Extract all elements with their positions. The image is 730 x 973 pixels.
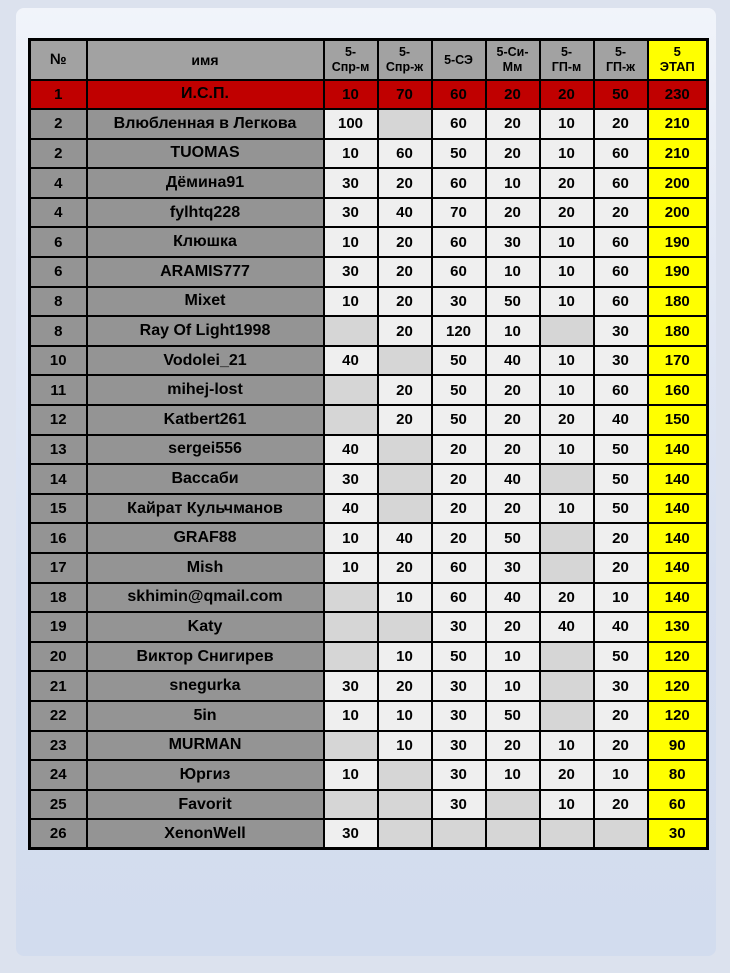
score-cell-spr-zh	[378, 612, 432, 642]
score-cell-gp-zh: 60	[594, 168, 648, 198]
score-cell-spr-m: 10	[324, 80, 378, 110]
score-cell-spr-m: 10	[324, 227, 378, 257]
stage-total-cell: 90	[648, 731, 708, 761]
score-cell-spr-m: 100	[324, 109, 378, 139]
score-cell-spr-zh: 10	[378, 731, 432, 761]
score-cell-si-mm: 10	[486, 316, 540, 346]
score-cell-spr-zh: 20	[378, 168, 432, 198]
table-row	[30, 198, 708, 228]
player-name-cell: GRAF88	[87, 523, 324, 553]
score-cell-spr-zh: 20	[378, 405, 432, 435]
score-cell-gp-m: 10	[540, 287, 594, 317]
column-header-spr-zh: 5- Спр-ж	[378, 40, 432, 80]
score-cell-si-mm: 20	[486, 435, 540, 465]
column-header-etap: 5 ЭТАП	[648, 40, 708, 80]
score-cell-se: 20	[432, 464, 486, 494]
player-name-cell: fylhtq228	[87, 198, 324, 228]
score-cell-si-mm: 50	[486, 523, 540, 553]
rank-cell: 8	[30, 287, 87, 317]
score-cell-spr-zh: 20	[378, 316, 432, 346]
stage-total-cell: 120	[648, 642, 708, 672]
score-cell-gp-m: 40	[540, 612, 594, 642]
rank-cell: 16	[30, 523, 87, 553]
rank-cell: 6	[30, 257, 87, 287]
score-cell-si-mm: 40	[486, 464, 540, 494]
score-cell-se: 50	[432, 642, 486, 672]
table-row	[30, 790, 708, 820]
score-cell-gp-zh: 30	[594, 671, 648, 701]
table-row	[30, 227, 708, 257]
table-row	[30, 375, 708, 405]
rank-cell: 14	[30, 464, 87, 494]
score-cell-si-mm: 20	[486, 731, 540, 761]
score-cell-gp-m	[540, 819, 594, 849]
table-row	[30, 405, 708, 435]
score-cell-si-mm	[486, 819, 540, 849]
stage-total-cell: 140	[648, 494, 708, 524]
score-cell-spr-zh: 20	[378, 375, 432, 405]
rank-cell: 4	[30, 168, 87, 198]
player-name-cell: Mixet	[87, 287, 324, 317]
score-cell-spr-m: 30	[324, 464, 378, 494]
score-cell-gp-zh: 20	[594, 731, 648, 761]
score-cell-spr-zh	[378, 760, 432, 790]
table-row	[30, 80, 708, 110]
score-cell-gp-zh: 50	[594, 494, 648, 524]
stage-total-cell: 140	[648, 464, 708, 494]
score-cell-gp-zh: 30	[594, 316, 648, 346]
score-cell-se: 120	[432, 316, 486, 346]
stage-total-cell: 120	[648, 701, 708, 731]
score-cell-si-mm: 20	[486, 494, 540, 524]
table-row	[30, 287, 708, 317]
score-cell-se: 60	[432, 168, 486, 198]
stage-total-cell: 130	[648, 612, 708, 642]
table-row	[30, 523, 708, 553]
score-cell-gp-zh: 40	[594, 405, 648, 435]
score-cell-gp-zh: 50	[594, 464, 648, 494]
score-cell-spr-m: 10	[324, 553, 378, 583]
score-cell-spr-m	[324, 316, 378, 346]
score-cell-si-mm: 10	[486, 642, 540, 672]
player-name-cell: Katy	[87, 612, 324, 642]
table-row	[30, 346, 708, 376]
score-cell-gp-m	[540, 316, 594, 346]
score-cell-gp-m: 20	[540, 168, 594, 198]
score-cell-spr-zh: 40	[378, 523, 432, 553]
rank-cell: 11	[30, 375, 87, 405]
player-name-cell: XenonWell	[87, 819, 324, 849]
score-cell-si-mm: 40	[486, 583, 540, 613]
stage-total-cell: 160	[648, 375, 708, 405]
score-cell-si-mm: 10	[486, 760, 540, 790]
player-name-cell: TUOMAS	[87, 139, 324, 169]
table-row	[30, 139, 708, 169]
score-cell-spr-zh: 20	[378, 553, 432, 583]
score-cell-gp-m: 20	[540, 760, 594, 790]
header-row	[30, 40, 708, 80]
score-cell-gp-m: 10	[540, 494, 594, 524]
column-header-spr-m: 5- Спр-м	[324, 40, 378, 80]
table-row	[30, 612, 708, 642]
table-row	[30, 464, 708, 494]
stage-total-cell: 180	[648, 287, 708, 317]
score-cell-se: 30	[432, 760, 486, 790]
stage-total-cell: 170	[648, 346, 708, 376]
score-cell-spr-m: 10	[324, 701, 378, 731]
score-cell-spr-zh: 10	[378, 583, 432, 613]
score-cell-si-mm: 50	[486, 701, 540, 731]
score-cell-spr-m	[324, 790, 378, 820]
score-cell-gp-zh: 50	[594, 435, 648, 465]
table-row	[30, 257, 708, 287]
stage-total-cell: 200	[648, 198, 708, 228]
score-cell-gp-zh: 10	[594, 583, 648, 613]
score-cell-spr-zh: 60	[378, 139, 432, 169]
table-row	[30, 819, 708, 849]
stage-total-cell: 190	[648, 227, 708, 257]
stage-total-cell: 30	[648, 819, 708, 849]
table-row	[30, 583, 708, 613]
player-name-cell: Влюбленная в Легкова	[87, 109, 324, 139]
score-cell-se: 30	[432, 671, 486, 701]
score-cell-si-mm: 10	[486, 257, 540, 287]
stage-total-cell: 180	[648, 316, 708, 346]
score-cell-se: 50	[432, 346, 486, 376]
score-cell-se: 30	[432, 731, 486, 761]
score-cell-spr-zh	[378, 109, 432, 139]
score-cell-spr-zh	[378, 494, 432, 524]
score-cell-spr-m: 40	[324, 346, 378, 376]
table-row	[30, 494, 708, 524]
player-name-cell: Vodolei_21	[87, 346, 324, 376]
rank-cell: 26	[30, 819, 87, 849]
rank-cell: 1	[30, 80, 87, 110]
score-cell-spr-m: 10	[324, 287, 378, 317]
score-cell-gp-zh: 60	[594, 257, 648, 287]
score-cell-si-mm: 20	[486, 109, 540, 139]
score-cell-si-mm: 30	[486, 553, 540, 583]
score-cell-se: 60	[432, 257, 486, 287]
score-cell-gp-m: 10	[540, 731, 594, 761]
score-cell-gp-m	[540, 671, 594, 701]
score-cell-se: 20	[432, 523, 486, 553]
player-name-cell: skhimin@qmail.com	[87, 583, 324, 613]
rank-cell: 25	[30, 790, 87, 820]
player-name-cell: 5in	[87, 701, 324, 731]
rank-cell: 13	[30, 435, 87, 465]
rank-cell: 2	[30, 139, 87, 169]
column-header-si-mm: 5-Си- Мм	[486, 40, 540, 80]
player-name-cell: Виктор Снигирев	[87, 642, 324, 672]
score-cell-se: 60	[432, 109, 486, 139]
player-name-cell: Дёмина91	[87, 168, 324, 198]
score-cell-se: 50	[432, 405, 486, 435]
rank-cell: 6	[30, 227, 87, 257]
player-name-cell: Favorit	[87, 790, 324, 820]
score-cell-gp-m: 20	[540, 198, 594, 228]
rank-cell: 4	[30, 198, 87, 228]
table-row	[30, 553, 708, 583]
score-cell-spr-m: 10	[324, 139, 378, 169]
score-cell-si-mm: 30	[486, 227, 540, 257]
score-cell-si-mm: 20	[486, 375, 540, 405]
player-name-cell: Mish	[87, 553, 324, 583]
score-cell-se: 60	[432, 80, 486, 110]
score-cell-gp-zh	[594, 819, 648, 849]
stage-total-cell: 150	[648, 405, 708, 435]
table-row	[30, 701, 708, 731]
score-cell-spr-zh	[378, 346, 432, 376]
score-cell-gp-zh: 20	[594, 701, 648, 731]
score-cell-si-mm	[486, 790, 540, 820]
rank-cell: 21	[30, 671, 87, 701]
score-cell-spr-m	[324, 642, 378, 672]
score-cell-gp-m: 10	[540, 109, 594, 139]
table-header	[30, 40, 708, 80]
score-cell-gp-m	[540, 464, 594, 494]
score-cell-se: 50	[432, 375, 486, 405]
score-cell-se: 60	[432, 553, 486, 583]
score-cell-se: 30	[432, 287, 486, 317]
score-cell-gp-zh: 60	[594, 139, 648, 169]
score-cell-gp-m: 10	[540, 139, 594, 169]
score-cell-gp-m	[540, 553, 594, 583]
player-name-cell: Клюшка	[87, 227, 324, 257]
score-cell-si-mm: 10	[486, 671, 540, 701]
score-cell-si-mm: 20	[486, 80, 540, 110]
score-cell-spr-m	[324, 583, 378, 613]
stage-total-cell: 210	[648, 109, 708, 139]
table-row	[30, 731, 708, 761]
score-cell-spr-zh: 20	[378, 227, 432, 257]
score-cell-spr-m: 30	[324, 671, 378, 701]
stage-total-cell: 210	[648, 139, 708, 169]
stage-total-cell: 140	[648, 523, 708, 553]
score-cell-gp-zh: 40	[594, 612, 648, 642]
player-name-cell: И.С.П.	[87, 80, 324, 110]
player-name-cell: Вассаби	[87, 464, 324, 494]
score-cell-spr-m	[324, 405, 378, 435]
column-header-name: имя	[87, 40, 324, 80]
score-cell-gp-zh: 60	[594, 227, 648, 257]
score-cell-gp-zh: 50	[594, 642, 648, 672]
score-cell-spr-zh	[378, 819, 432, 849]
score-cell-gp-m: 10	[540, 227, 594, 257]
table-row	[30, 671, 708, 701]
rank-cell: 12	[30, 405, 87, 435]
score-cell-se: 30	[432, 612, 486, 642]
score-cell-se	[432, 819, 486, 849]
score-cell-gp-zh: 10	[594, 760, 648, 790]
player-name-cell: MURMAN	[87, 731, 324, 761]
score-cell-si-mm: 20	[486, 405, 540, 435]
score-cell-si-mm: 20	[486, 612, 540, 642]
table-row	[30, 760, 708, 790]
score-cell-spr-zh: 20	[378, 671, 432, 701]
score-cell-spr-m: 30	[324, 168, 378, 198]
table-row	[30, 109, 708, 139]
rank-cell: 20	[30, 642, 87, 672]
player-name-cell: snegurka	[87, 671, 324, 701]
column-header-gp-m: 5- ГП-м	[540, 40, 594, 80]
score-cell-spr-zh: 20	[378, 257, 432, 287]
stage-total-cell: 200	[648, 168, 708, 198]
score-cell-si-mm: 40	[486, 346, 540, 376]
score-cell-gp-m: 20	[540, 583, 594, 613]
player-name-cell: Ray Of Light1998	[87, 316, 324, 346]
score-cell-se: 70	[432, 198, 486, 228]
player-name-cell: Юргиз	[87, 760, 324, 790]
rank-cell: 17	[30, 553, 87, 583]
player-name-cell: Кайрат Кульчманов	[87, 494, 324, 524]
stage-total-cell: 190	[648, 257, 708, 287]
score-cell-gp-m	[540, 701, 594, 731]
rank-cell: 22	[30, 701, 87, 731]
score-cell-gp-zh: 20	[594, 523, 648, 553]
score-cell-se: 60	[432, 583, 486, 613]
column-header-rank: №	[30, 40, 87, 80]
table-row	[30, 435, 708, 465]
score-cell-gp-m	[540, 523, 594, 553]
score-cell-si-mm: 10	[486, 168, 540, 198]
score-cell-spr-m	[324, 375, 378, 405]
score-cell-si-mm: 20	[486, 198, 540, 228]
score-cell-spr-m: 30	[324, 819, 378, 849]
rank-cell: 18	[30, 583, 87, 613]
score-cell-se: 50	[432, 139, 486, 169]
score-cell-gp-m: 10	[540, 257, 594, 287]
leaderboard-table	[28, 38, 709, 850]
score-cell-gp-zh: 60	[594, 287, 648, 317]
table-row	[30, 642, 708, 672]
score-cell-se: 20	[432, 494, 486, 524]
table-row	[30, 316, 708, 346]
player-name-cell: Katbert261	[87, 405, 324, 435]
score-cell-gp-m	[540, 642, 594, 672]
table-body	[30, 80, 708, 849]
score-cell-spr-m: 30	[324, 198, 378, 228]
score-cell-spr-zh: 20	[378, 287, 432, 317]
table-row	[30, 168, 708, 198]
score-cell-gp-zh: 20	[594, 109, 648, 139]
score-cell-gp-m: 10	[540, 346, 594, 376]
score-cell-gp-zh: 20	[594, 790, 648, 820]
rank-cell: 10	[30, 346, 87, 376]
column-header-gp-zh: 5- ГП-ж	[594, 40, 648, 80]
score-cell-spr-m: 40	[324, 435, 378, 465]
stage-total-cell: 80	[648, 760, 708, 790]
player-name-cell: mihej-lost	[87, 375, 324, 405]
score-cell-se: 60	[432, 227, 486, 257]
score-cell-si-mm: 20	[486, 139, 540, 169]
score-cell-gp-m: 20	[540, 405, 594, 435]
score-cell-gp-zh: 30	[594, 346, 648, 376]
score-cell-spr-m: 30	[324, 257, 378, 287]
score-cell-spr-m: 10	[324, 523, 378, 553]
player-name-cell: sergei556	[87, 435, 324, 465]
player-name-cell: ARAMIS777	[87, 257, 324, 287]
rank-cell: 15	[30, 494, 87, 524]
rank-cell: 2	[30, 109, 87, 139]
stage-total-cell: 140	[648, 435, 708, 465]
score-cell-spr-zh	[378, 790, 432, 820]
score-cell-se: 30	[432, 790, 486, 820]
stage-total-cell: 230	[648, 80, 708, 110]
score-cell-spr-zh	[378, 435, 432, 465]
stage-total-cell: 140	[648, 583, 708, 613]
stage-total-cell: 60	[648, 790, 708, 820]
column-header-se: 5-СЭ	[432, 40, 486, 80]
rank-cell: 19	[30, 612, 87, 642]
stage-total-cell: 140	[648, 553, 708, 583]
score-cell-gp-m: 10	[540, 375, 594, 405]
score-cell-gp-m: 10	[540, 790, 594, 820]
score-cell-si-mm: 50	[486, 287, 540, 317]
score-cell-spr-zh	[378, 464, 432, 494]
score-cell-spr-m: 10	[324, 760, 378, 790]
score-cell-gp-m: 10	[540, 435, 594, 465]
score-cell-spr-zh: 40	[378, 198, 432, 228]
score-cell-spr-zh: 70	[378, 80, 432, 110]
score-cell-spr-m: 40	[324, 494, 378, 524]
score-cell-spr-m	[324, 731, 378, 761]
score-cell-gp-zh: 60	[594, 375, 648, 405]
score-cell-gp-m: 20	[540, 80, 594, 110]
score-cell-gp-zh: 50	[594, 80, 648, 110]
rank-cell: 24	[30, 760, 87, 790]
score-cell-se: 20	[432, 435, 486, 465]
stage-total-cell: 120	[648, 671, 708, 701]
score-cell-spr-zh: 10	[378, 701, 432, 731]
score-cell-gp-zh: 20	[594, 553, 648, 583]
rank-cell: 8	[30, 316, 87, 346]
score-cell-spr-m	[324, 612, 378, 642]
rank-cell: 23	[30, 731, 87, 761]
score-cell-gp-zh: 20	[594, 198, 648, 228]
score-cell-spr-zh: 10	[378, 642, 432, 672]
score-cell-se: 30	[432, 701, 486, 731]
